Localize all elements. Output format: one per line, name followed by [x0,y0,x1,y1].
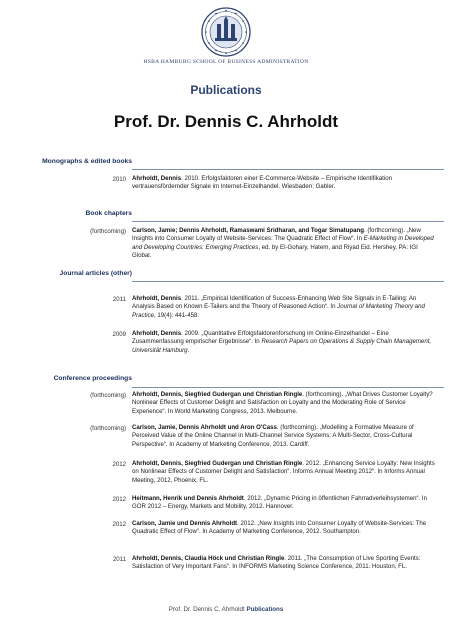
footer-name: Prof. Dr. Dennis C. Ahrholdt [168,606,245,613]
section-divider [132,281,444,282]
page-footer [0,606,452,613]
entry-citation: . 2011. „Empirical Identification of Success-Enhancing Web Site Signals in E-Tailing: An Analysis Based on Known E-Tailers and the Theory of Reasoned Action“. In [132,295,417,311]
entry-citation: . 2009. „Quantitative Erfolgsfaktorenforschung im Online-Einzelhandel – Eine Zusammenfassung empirischer Ergebnisse“. In [132,330,389,346]
entry-citation: . (forthcoming). „Modelling a Formative Measure of Perceived Value of the Online Channel in Multi-Channel Service Systems: A Multi-Sector, Cross-Cultural Perspective“. In Academy of Marketing Conference, 2013. Cardiff. [132,424,414,448]
hsba-seal-logo [192,6,260,58]
entry-source: Research Papers on Operations & Supply Chain Management, Universität Hamburg [132,338,432,354]
entry-year: 2012 [112,461,126,468]
publication-entry [132,295,438,320]
entry-year: 2011 [112,556,126,563]
entry-authors: Ahrholdt, Dennis, Claudia Höck und Christian Ringle [132,555,285,562]
entry-year: (forthcoming) [90,392,126,399]
entry-authors: Carlson, Jamie, Dennis Ahrholdt und Aron O'Cass [132,424,277,431]
entry-authors: Ahrholdt, Dennis [132,295,182,302]
entry-citation: . (forthcoming). „What Drives Customer Loyalty? Nonlinear Effects of Customer Delight and Satisfaction on Loyalty and the Moderating Role of Service Experience“. In World Marketing Congress, 2013. Melbourne. [132,391,433,415]
section-divider [132,221,444,222]
entry-year: 2012 [112,496,126,503]
school-name: HSBA HAMBURG SCHOOL OF BUSINESS ADMINISTRATION [143,59,309,65]
entry-authors: Ahrholdt, Dennis [132,175,182,182]
publication-entry [132,460,438,485]
entry-year: 2012 [112,521,126,528]
entry-citation: . 2012. „Dynamic Pricing in öffentlichen Fahrradverleihsystemen“. In GOR 2012 – Energy, Markets and Mobility, 2012. Hannover. [132,495,427,511]
category-journal-articles: Journal articles (other) [59,270,132,277]
footer-label: Publications [246,606,284,613]
category-book-chapters: Book chapters [85,210,132,217]
publication-entry [132,175,438,192]
entry-authors: Ahrholdt, Dennis, Siegfried Gudergan und Christian Ringle [132,391,303,398]
entry-citation: . 2012. „Enhancing Service Loyalty: New Insights on Nonlinear Effects of Customer Delight and Satisfaction“. Informs Annual Meeting 2012“. In Informs Annual Meeting, 2012, Phoenix, FL. [132,460,435,484]
entry-tail: , ed. by El-Gohary, Hatem, and Riyad Eid. Hershey, PA: IGI Global. [132,243,418,260]
person-name: Prof. Dr. Dennis C. Ahrholdt [113,112,339,131]
entry-year: 2009 [112,331,126,338]
entry-year: 2011 [112,296,126,303]
section-divider [132,169,444,170]
entry-year: (forthcoming) [90,425,126,432]
publication-entry [132,330,438,355]
entry-citation: . 2010. Erfolgsfaktoren einer E-Commerce-Website – Empirische Identifikation vertrauensfördernder Signale im Internet-Einzelhandel. Wiesbaden: Gabler. [132,175,392,191]
entry-tail: . [187,346,190,354]
publication-entry [132,520,438,537]
entry-citation: . 2012. „New Insights into Consumer Loyalty of Website-Services: The Quadratic Effect of Flow“. In Academy of Marketing Conference, 2012. Southampton. [132,520,427,536]
publication-entry [132,227,438,261]
entry-authors: Ahrholdt, Dennis, Siegfried Gudergan und Christian Ringle [132,460,303,467]
section-title: Publications [190,83,262,97]
section-divider [132,387,444,388]
publication-entry [132,555,438,572]
category-conference-proceedings: Conference proceedings [53,375,132,382]
entry-year: 2010 [112,176,126,183]
entry-year: (forthcoming) [90,228,126,235]
publication-entry [132,391,438,416]
publication-entry [132,424,438,449]
category-monographs: Monographs & edited books [42,158,132,165]
entry-authors: Ahrholdt, Dennis [132,330,182,337]
publication-entry [132,495,438,512]
entry-citation: . (forthcoming). „New Insights into Consumer Loyalty of Website-Services: The Quadratic Effect of Flow“. In [132,227,421,243]
entry-source: Journal of Marketing Theory and Practice [132,303,425,319]
entry-authors: Carlson, Jamie und Dennis Ahrholdt [132,520,238,527]
entry-tail: , 19(4): 441-458. [154,311,200,319]
entry-authors: Carlson, Jamie; Dennis Ahrholdt, Ramaswami Sridharan, and Togar Simatupang [132,227,364,234]
entry-citation: . 2011. „The Consumption of Live Sporting Events: Satisfaction of Very Important Fans“. In INFORMS Marketing Science Conference, 2011. Houston, FL. [132,555,421,571]
entry-source: E-Marketing in Developed and Developing Countries: Emerging Practices [132,235,434,251]
entry-authors: Heitmann, Henrik und Dennis Ahrholdt [132,495,244,502]
